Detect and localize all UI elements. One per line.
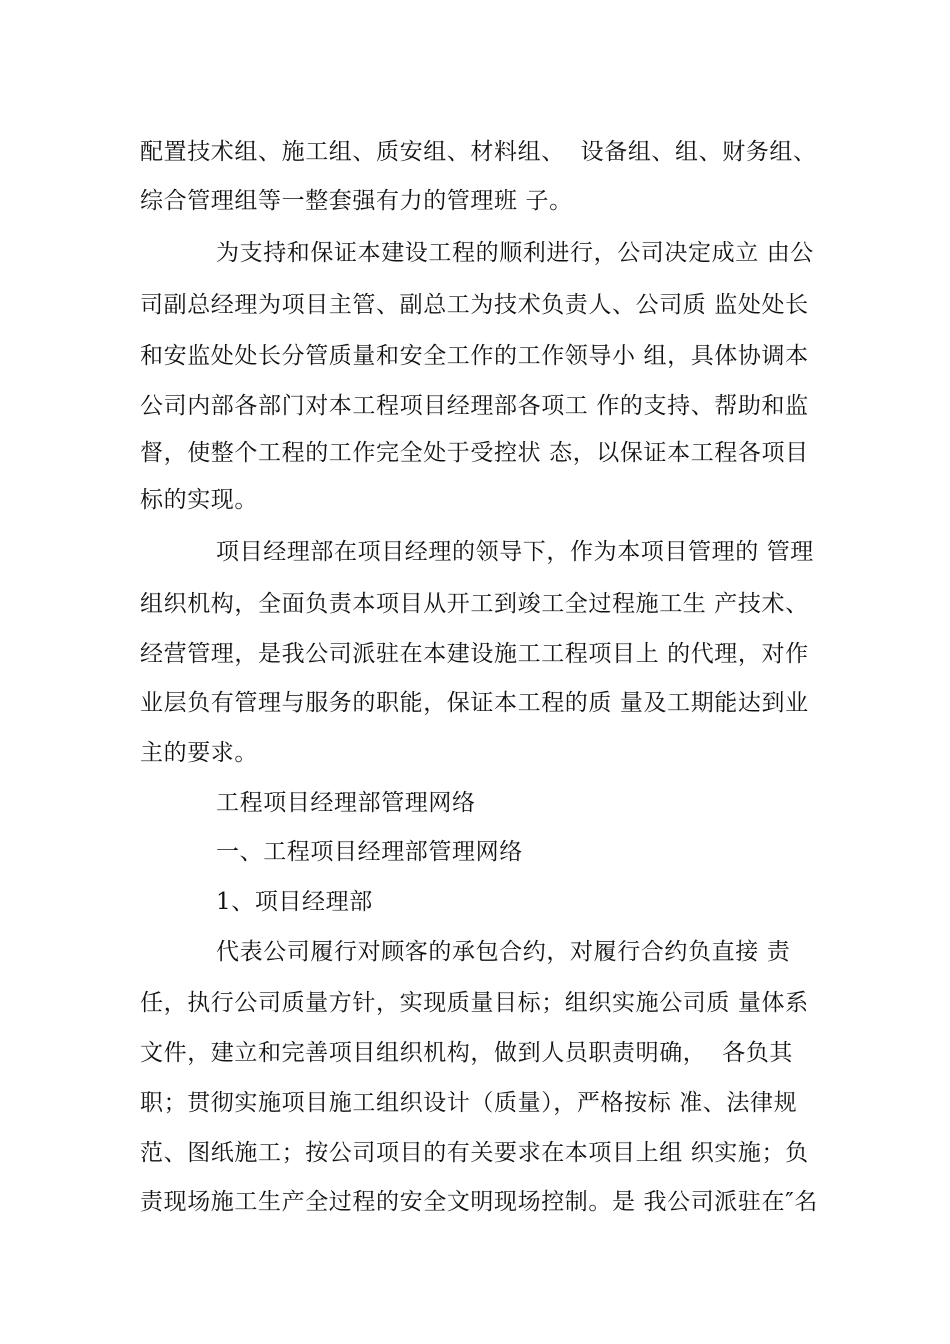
paragraph-line: 责现场施工生产全过程的安全文明现场控制。是 我公司派驻在″名 xyxy=(140,1189,818,1215)
paragraph-line: 和安监处处长分管质量和安全工作的工作领导小 组，具体协调本 xyxy=(140,343,809,369)
paragraph-line: 业层负有管理与服务的职能，保证本工程的质 量及工期能达到业 xyxy=(140,690,809,716)
paragraph-line: 为支持和保证本建设工程的顺利进行，公司决定成立 由公 xyxy=(216,240,814,266)
paragraph-line: 配置技术组、施工组、质安组、材料组、 设备组、组、财务组、 xyxy=(140,139,817,165)
paragraph-line: 司副总经理为项目主管、副总工为技术负责人、公司质 监处处长 xyxy=(140,292,809,318)
paragraph-line: 范、图纸施工；按公司项目的有关要求在本项目上组 织实施；负 xyxy=(140,1140,809,1166)
paragraph-line: 代表公司履行对顾客的承包合约，对履行合约负直接 责 xyxy=(216,939,791,965)
paragraph-line: 项目经理部在项目经理的领导下，作为本项目管理的 管理 xyxy=(216,539,814,565)
paragraph-line: 主的要求。 xyxy=(140,740,258,766)
section-heading: 工程项目经理部管理网络 xyxy=(216,790,476,816)
paragraph-line: 经营管理，是我公司派驻在本建设施工工程项目上 的代理，对作 xyxy=(140,641,809,667)
paragraph-line: 标的实现。 xyxy=(140,487,258,513)
paragraph-line: 文件，建立和完善项目组织机构，做到人员职责明确， 各负其 xyxy=(140,1040,794,1066)
paragraph-line: 职；贯彻实施项目施工组织设计（质量），严格按标 准、法律规 xyxy=(140,1090,798,1116)
paragraph-line: 组织机构，全面负责本项目从开工到竣工全过程施工生 产技术、 xyxy=(140,591,809,617)
paragraph-line: 督，使整个工程的工作完全处于受控状 态，以保证本工程各项目 xyxy=(140,440,809,466)
section-heading: 1、项目经理部 xyxy=(216,889,373,915)
paragraph-line: 公司内部各部门对本工程项目经理部各项工 作的支持、帮助和监 xyxy=(140,393,809,419)
section-heading: 一、工程项目经理部管理网络 xyxy=(216,839,523,865)
paragraph-line: 综合管理组等一整套强有力的管理班 子。 xyxy=(140,188,573,214)
paragraph-line: 任，执行公司质量方针，实现质量目标；组织实施公司质 量体系 xyxy=(140,990,809,1016)
